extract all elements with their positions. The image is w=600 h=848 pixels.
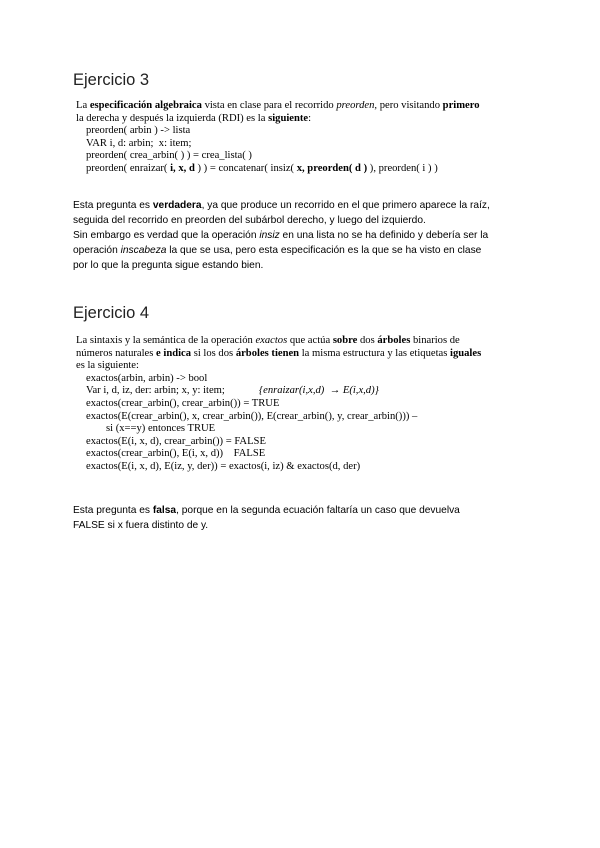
answer-line: Sin embargo es verdad que la operación insiz en una lista no se ha definido y debería ser la (73, 230, 489, 241)
answer-line: FALSE si x fuera distinto de y. (73, 520, 209, 531)
ejercicio-3-answer (73, 198, 543, 273)
spec-line: exactos(E(i, x, d), E(iz, y, der)) = exactos(i, iz) & exactos(d, der) (86, 460, 361, 472)
spec-line: si (x==y) entonces TRUE (106, 423, 216, 435)
answer-line: Esta pregunta es falsa, porque en la segunda ecuación faltaría un caso que devuelva (73, 505, 460, 516)
spec-line: exactos(crear_arbin(), crear_arbin()) = TRUE (86, 397, 280, 409)
spec-intro-cont: números naturales e indica si los dos árboles tienen la misma estructura y las etiquetas iguales (76, 347, 482, 359)
spec-line: exactos(E(i, x, d), crear_arbin()) = FALSE (86, 435, 266, 447)
spec-note: {enraizar(i,x,d) → E(i,x,d)} (258, 385, 379, 397)
answer-line: por lo que la pregunta sigue estando bien. (73, 260, 264, 271)
spec-line: VAR i, d: arbin; x: item; (86, 137, 192, 149)
spec-intro-cont: la derecha y después la izquierda (RDI) es la siguiente: (76, 112, 312, 124)
spec-line: preorden( arbin ) -> lista (86, 125, 191, 137)
answer-line: seguida del recorrido en preorden del subárbol derecho, y luego del izquierdo. (73, 215, 426, 226)
spec-line: preorden( crea_arbin( ) ) = crea_lista( ) (86, 150, 252, 162)
ejercicio-4-spec (76, 335, 536, 474)
answer-line: operación inscabeza la que se usa, pero esta especificación es la que se ha visto en clase (73, 245, 482, 256)
ejercicio-4-answer (73, 503, 543, 533)
spec-intro-cont: es la siguiente: (76, 360, 139, 372)
spec-line: preorden( enraizar( i, x, d ) ) = concatenar( insiz( x, preorden( d ) ), preorden( i ) ) (86, 162, 438, 174)
ejercicio-3-spec (76, 100, 536, 176)
answer-line: Esta pregunta es verdadera, ya que produce un recorrido en el que primero aparece la raíz, (73, 200, 490, 211)
spec-line: Var i, d, iz, der: arbin; x, y: item; {enraizar(i,x,d) → E(i,x,d)} (86, 385, 379, 397)
ejercicio-3-heading: Ejercicio 3 (73, 71, 150, 89)
spec-intro: La especificación algebraica vista en clase para el recorrido preorden, pero visitando primero (76, 100, 480, 111)
spec-line: exactos(arbin, arbin) -> bool (86, 372, 208, 384)
spec-line: exactos(crear_arbin(), E(i, x, d)) FALSE (86, 448, 266, 460)
spec-intro: La sintaxis y la semántica de la operación exactos que actúa sobre dos árboles binarios de (76, 335, 460, 346)
ejercicio-4-heading: Ejercicio 4 (73, 304, 150, 322)
spec-line: exactos(E(crear_arbin(), x, crear_arbin()), E(crear_arbin(), y, crear_arbin())) – (86, 410, 418, 422)
